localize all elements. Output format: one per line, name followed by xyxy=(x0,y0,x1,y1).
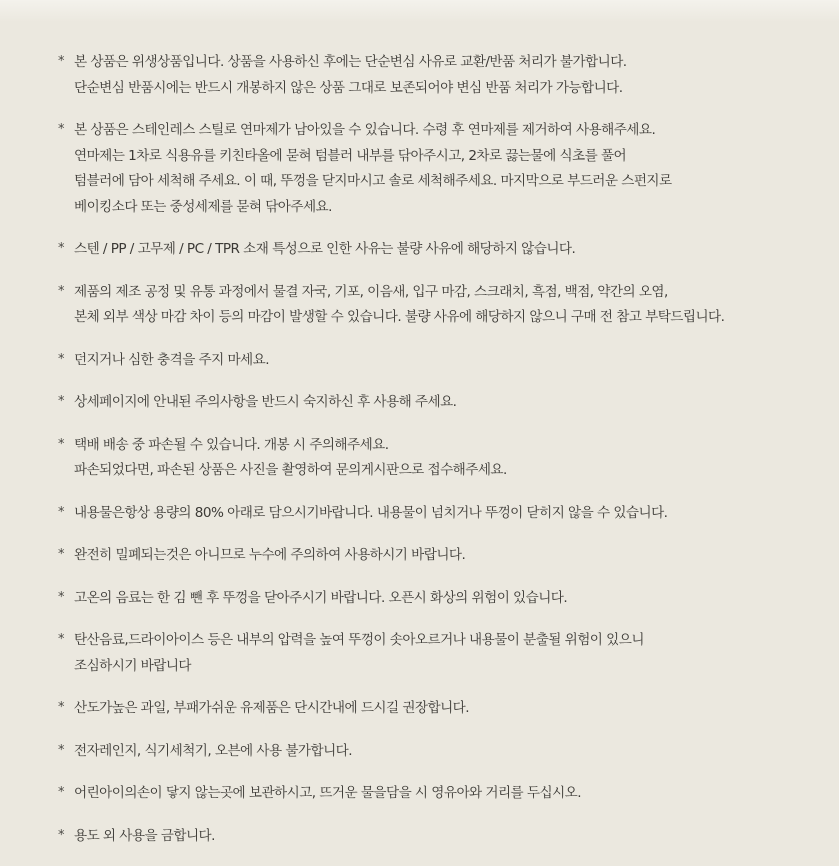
notice-item xyxy=(58,280,828,331)
bullet-asterisk: * xyxy=(58,436,65,452)
bullet-asterisk: * xyxy=(58,504,65,520)
notice-item xyxy=(58,501,828,527)
notice-text-line: 고온의 음료는 한 김 뺀 후 뚜껑을 닫아주시기 바랍니다. 오픈시 화상의 위험이 있습니다. xyxy=(74,589,568,606)
bullet-asterisk: * xyxy=(58,283,65,299)
bullet-asterisk: * xyxy=(58,122,65,137)
bullet-asterisk: * xyxy=(58,700,65,715)
notice-item xyxy=(58,586,828,612)
bullet-asterisk: * xyxy=(58,241,65,256)
notice-item xyxy=(58,781,828,807)
notice-text-line: 상세페이지에 안내된 주의사항을 반드시 숙지하신 후 사용해 주세요. xyxy=(74,394,457,410)
notice-item xyxy=(58,50,828,101)
bullet-asterisk: * xyxy=(58,589,65,605)
notice-text-line: 본 상품은 위생상품입니다. 상품을 사용하신 후에는 단순변심 사유로 교환/반품 처리가 불가합니다. xyxy=(74,54,627,70)
notice-text-line: 탄산음료,드라이아이스 등은 내부의 압력을 높여 뚜껑이 솟아오르거나 내용물이 분출될 위험이 있으니 xyxy=(74,632,644,648)
notice-text-line: 제품의 제조 공정 및 유통 과정에서 물결 자국, 기포, 이음새, 입구 마감, 스크래치, 흑점, 백점, 약간의 오염, xyxy=(74,283,668,300)
notice-text-line: 용도 외 사용을 금합니다. xyxy=(74,827,215,844)
notice-text-line: 베이킹소다 또는 중성세제를 묻혀 닦아주세요. xyxy=(74,198,332,215)
notice-text-line: 조심하시기 바랍니다 xyxy=(74,657,192,674)
notice-text-line: 산도가높은 과일, 부패가쉬운 유제품은 단시간내에 드시길 권장합니다. xyxy=(74,700,470,716)
bullet-asterisk: * xyxy=(58,547,65,562)
bullet-asterisk: * xyxy=(58,351,65,367)
notice-text-line: 스텐 / PP / 고무제 / PC / TPR 소재 특성으로 인한 사유는 불량 사유에 해당하지 않습니다. xyxy=(74,241,576,257)
notice-list xyxy=(58,50,828,866)
notice-item xyxy=(58,739,828,765)
top-highlight xyxy=(0,0,839,22)
notice-text-line: 완전히 밀폐되는것은 아니므로 누수에 주의하여 사용하시기 바랍니다. xyxy=(74,547,466,563)
notice-text-line: 내용물은항상 용량의 80% 아래로 담으시기바랍니다. 내용물이 넘치거나 뚜껑이 닫히지 않을 수 있습니다. xyxy=(74,504,668,521)
notice-item xyxy=(58,237,828,263)
bullet-asterisk: * xyxy=(58,54,65,69)
notice-text-line: 단순변심 반품시에는 반드시 개봉하지 않은 상품 그대로 보존되어야 변심 반품 처리가 가능합니다. xyxy=(74,79,623,96)
notice-text-line: 본 상품은 스테인레스 스틸로 연마제가 남아있을 수 있습니다. 수령 후 연마제를 제거하여 사용해주세요. xyxy=(74,122,656,138)
bullet-asterisk: * xyxy=(58,827,65,843)
notice-item xyxy=(58,390,828,416)
notice-item xyxy=(58,118,828,220)
notice-item xyxy=(58,824,828,850)
notice-item xyxy=(58,348,828,374)
notice-item xyxy=(58,543,828,569)
notice-text-line: 택배 배송 중 파손될 수 있습니다. 개봉 시 주의해주세요. xyxy=(74,436,389,453)
bullet-asterisk: * xyxy=(58,394,65,409)
notice-item xyxy=(58,628,828,679)
notice-text-line: 연마제는 1차로 식용유를 키친타올에 묻혀 텀블러 내부를 닦아주시고, 2차로 끓는물에 식초를 풀어 xyxy=(74,147,627,164)
notice-text-line: 전자레인지, 식기세척기, 오븐에 사용 불가합니다. xyxy=(74,742,353,759)
bullet-asterisk: * xyxy=(58,632,65,647)
bullet-asterisk: * xyxy=(58,785,65,800)
notice-text-line: 파손되었다면, 파손된 상품은 사진을 촬영하여 문의게시판으로 접수해주세요. xyxy=(74,462,507,478)
notice-item xyxy=(58,433,828,484)
notice-item xyxy=(58,696,828,722)
notice-text-line: 던지거나 심한 충격을 주지 마세요. xyxy=(74,351,269,368)
notice-text-line: 텀블러에 담아 세척해 주세요. 이 때, 뚜껑을 닫지마시고 솔로 세척해주세요. 마지막으로 부드러운 스펀지로 xyxy=(74,173,672,189)
notice-text-line: 어린아이의손이 닿지 않는곳에 보관하시고, 뜨거운 물을담을 시 영유아와 거리를 두십시오. xyxy=(74,785,581,801)
bullet-asterisk: * xyxy=(58,742,65,758)
notice-text-line: 본체 외부 색상 마감 차이 등의 마감이 발생할 수 있습니다. 불량 사유에 해당하지 않으니 구매 전 참고 부탁드립니다. xyxy=(74,309,725,325)
